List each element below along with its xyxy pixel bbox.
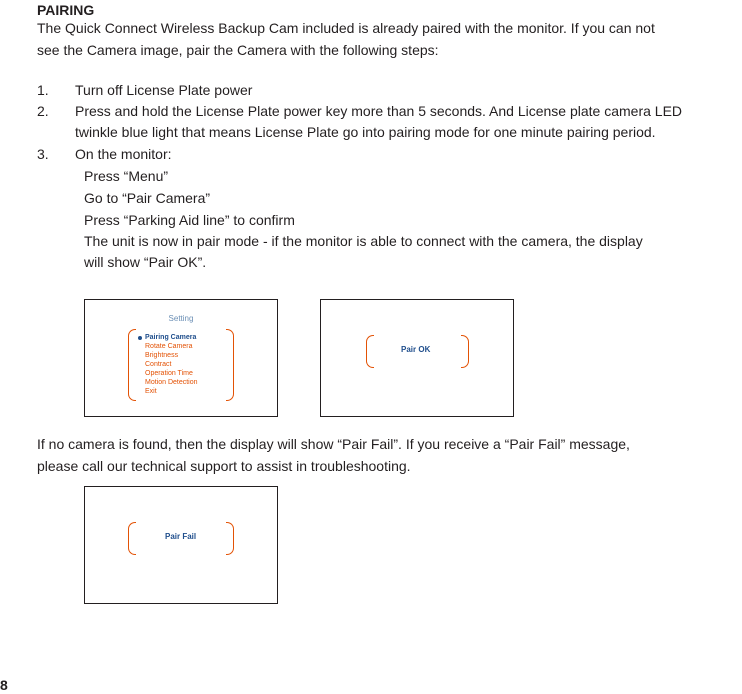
menu-item-brightness: Brightness — [145, 352, 179, 359]
monitor-pair-ok-screen — [320, 299, 514, 417]
monitor-pair-fail-screen — [84, 486, 278, 604]
pair-fail-label: Pair Fail — [165, 532, 197, 541]
selection-bullet — [138, 336, 142, 340]
right-bracket — [226, 329, 234, 401]
fail-text-line-1: If no camera is found, then the display will show “Pair Fail”. If you receive a “Pair Fail” message, — [37, 436, 630, 452]
substep-pair-mode-line-1: The unit is now in pair mode - if the monitor is able to connect with the camera, the display — [84, 233, 643, 249]
left-bracket — [128, 329, 136, 401]
step-2-number: 2. — [37, 103, 49, 119]
menu-item-rotate-camera: Rotate Camera — [145, 343, 193, 350]
substep-pair-camera: Go to “Pair Camera” — [84, 190, 211, 206]
menu-title: Setting — [168, 314, 194, 323]
substep-press-menu: Press “Menu” — [84, 168, 169, 184]
right-bracket — [461, 335, 469, 368]
menu-item-pairing-camera: Pairing Camera — [145, 334, 197, 341]
step-1-number: 1. — [37, 82, 49, 98]
menu-item-contract: Contract — [145, 361, 172, 368]
page-number: 8 — [0, 677, 8, 693]
left-bracket — [366, 335, 374, 368]
intro-line-1: The Quick Connect Wireless Backup Cam included is already paired with the monitor. If you can not — [37, 20, 655, 36]
menu-item-operation-time: Operation Time — [145, 370, 193, 377]
substep-pair-mode-line-2: will show “Pair OK”. — [84, 254, 207, 270]
right-bracket — [226, 522, 234, 555]
step-3-text: On the monitor: — [75, 146, 172, 162]
step-3-number: 3. — [37, 146, 49, 162]
menu-item-motion-detection: Motion Detection — [145, 379, 198, 386]
menu-item-exit: Exit — [145, 388, 157, 395]
section-heading: PAIRING — [37, 2, 95, 18]
step-1-text: Turn off License Plate power — [75, 82, 253, 98]
intro-line-2: see the Camera image, pair the Camera with the following steps: — [37, 42, 439, 58]
pair-ok-label: Pair OK — [401, 345, 431, 354]
step-2-text-line-2: twinkle blue light that means License Plate go into pairing mode for one minute pairing period. — [75, 124, 656, 140]
left-bracket — [128, 522, 136, 555]
fail-text-line-2: please call our technical support to assist in troubleshooting. — [37, 458, 411, 474]
substep-confirm: Press “Parking Aid line” to confirm — [84, 212, 295, 228]
step-2-text-line-1: Press and hold the License Plate power key more than 5 seconds. And License plate camera LED — [75, 103, 683, 119]
monitor-menu-screen — [84, 299, 278, 417]
